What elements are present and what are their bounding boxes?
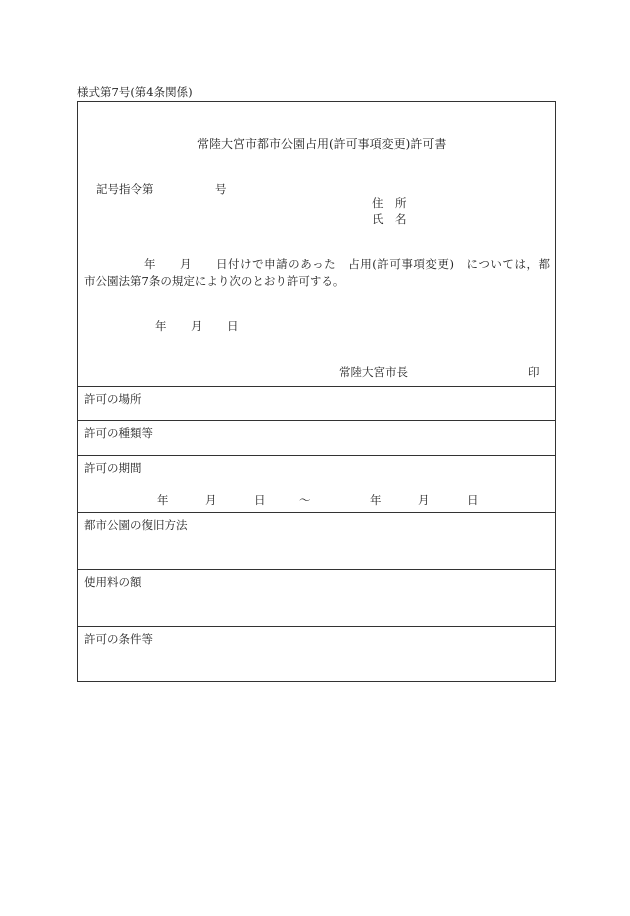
issue-day: 日 bbox=[227, 319, 239, 333]
row-label-fee: 使用料の額 bbox=[84, 575, 142, 589]
period-to-month: 月 bbox=[418, 493, 430, 507]
period-to-day: 日 bbox=[467, 493, 479, 507]
row-divider bbox=[78, 420, 555, 421]
row-label-conditions: 許可の条件等 bbox=[84, 632, 153, 646]
row-divider bbox=[78, 569, 555, 570]
issue-year: 年 bbox=[155, 319, 167, 333]
row-label-place: 許可の場所 bbox=[84, 392, 142, 406]
row-label-period: 許可の期間 bbox=[84, 461, 142, 475]
document-title: 常陸大宮市都市公園占用(許可事項変更)許可書 bbox=[197, 137, 447, 151]
period-from-day: 日 bbox=[254, 493, 266, 507]
form-number-label: 様式第7号(第4条関係) bbox=[77, 85, 193, 99]
address-label: 住 所 bbox=[372, 196, 407, 210]
body-year: 年 bbox=[144, 257, 156, 271]
body-month: 月 bbox=[180, 257, 192, 271]
designation-suffix: 号 bbox=[215, 182, 227, 196]
row-label-type: 許可の種類等 bbox=[84, 426, 153, 440]
designation-prefix: 記号指令第 bbox=[96, 182, 154, 196]
seal-mark: 印 bbox=[528, 365, 540, 379]
period-tilde: ～ bbox=[299, 493, 311, 507]
issue-month: 月 bbox=[191, 319, 203, 333]
name-label: 氏 名 bbox=[372, 212, 407, 226]
period-from-year: 年 bbox=[157, 493, 169, 507]
period-to-year: 年 bbox=[370, 493, 382, 507]
period-from-month: 月 bbox=[205, 493, 217, 507]
body-line-2: 市公園法第7条の規定により次のとおり許可する。 bbox=[84, 274, 345, 288]
row-divider bbox=[78, 512, 555, 513]
row-divider bbox=[78, 626, 555, 627]
row-divider bbox=[78, 386, 555, 387]
permit-form-frame bbox=[77, 101, 556, 682]
row-divider bbox=[78, 455, 555, 456]
issuer-name: 常陸大宮市長 bbox=[339, 365, 408, 379]
row-label-restoration: 都市公園の復旧方法 bbox=[84, 518, 188, 532]
body-line-1: 日付けで申請のあった 占用(許可事項変更) については，都 bbox=[216, 257, 550, 271]
